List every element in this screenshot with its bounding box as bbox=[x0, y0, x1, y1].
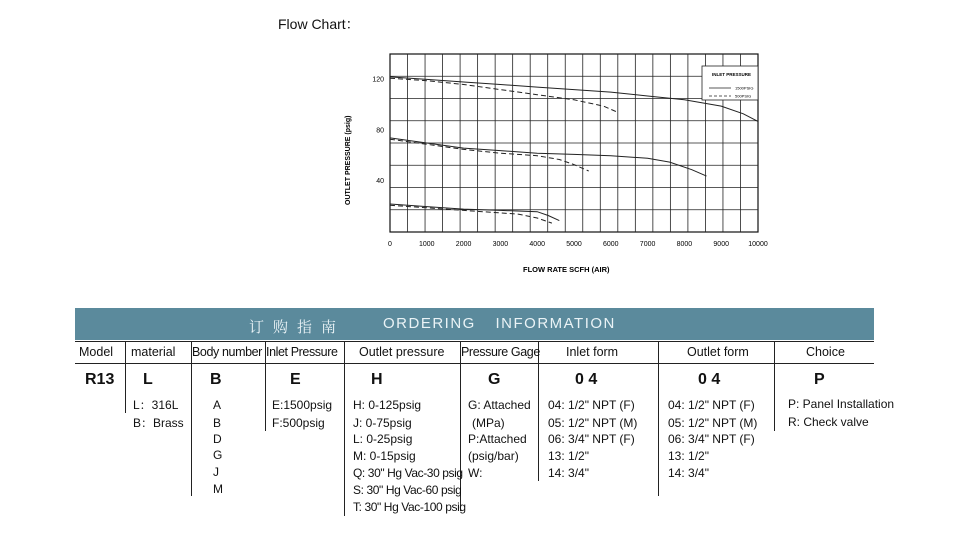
inlet-pressure-option: F:500psig bbox=[272, 416, 325, 430]
material-option: L：316L bbox=[133, 398, 179, 412]
x-tick-label: 2000 bbox=[455, 241, 472, 248]
code-choice: P bbox=[814, 371, 825, 388]
choice-option: P: Panel Installation bbox=[788, 397, 895, 411]
inlet-pressure-option: E:1500psig bbox=[272, 398, 333, 412]
col-divider bbox=[191, 341, 192, 496]
legend-entry: 500PSIG bbox=[735, 93, 752, 99]
header-material: material bbox=[131, 345, 176, 359]
outlet-form-option: 04: 1/2" NPT (F) bbox=[668, 398, 755, 412]
col-divider bbox=[538, 341, 539, 481]
header-outlet-form: Outlet form bbox=[687, 345, 749, 359]
gage-option: (psig/bar) bbox=[468, 449, 519, 463]
code-model: R13 bbox=[85, 371, 115, 388]
x-tick-label: 6000 bbox=[603, 241, 619, 248]
chart-legend bbox=[702, 66, 758, 100]
header-model: Model bbox=[79, 345, 114, 359]
inlet-form-option: 04: 1/2" NPT (F) bbox=[548, 398, 635, 412]
outlet-pressure-option: M: 0-15psig bbox=[353, 449, 416, 463]
body-option: D bbox=[213, 432, 222, 446]
code-inlet-form: 0 4 bbox=[575, 371, 598, 388]
gage-option: (MPa) bbox=[472, 416, 505, 430]
banner-title-cn: 订购指南 bbox=[249, 319, 346, 336]
x-tick-label: 5000 bbox=[566, 241, 582, 248]
header-outlet-pressure: Outlet pressure bbox=[359, 345, 445, 359]
x-tick-label: 8000 bbox=[676, 241, 693, 248]
gage-option: P:Attached bbox=[468, 432, 527, 446]
col-divider bbox=[125, 341, 126, 413]
inlet-form-option: 13: 1/2" bbox=[548, 449, 589, 463]
outlet-form-option: 13: 1/2" bbox=[668, 449, 709, 463]
legend-title: INLET PRESSURE bbox=[712, 72, 752, 77]
body-option: A bbox=[213, 398, 222, 412]
body-option: B bbox=[213, 416, 222, 430]
legend-entry: 1500PSIG bbox=[735, 85, 754, 91]
outlet-pressure-option: H: 0-125psig bbox=[353, 398, 422, 412]
material-option: B：Brass bbox=[133, 416, 184, 430]
code-gage: G bbox=[488, 371, 501, 388]
x-tick-label: 10000 bbox=[748, 241, 768, 248]
outlet-pressure-option: Q: 30" Hg Vac-30 psig bbox=[353, 466, 463, 480]
outlet-pressure-option: J: 0-75psig bbox=[353, 416, 412, 430]
header-pressure-gage: Pressure Gage bbox=[461, 345, 540, 359]
outlet-form-option: 06: 3/4" NPT (F) bbox=[668, 432, 755, 446]
outlet-form-option: 05: 1/2" NPT (M) bbox=[668, 416, 758, 430]
header-body-number: Body number bbox=[192, 345, 262, 359]
header-inlet-form: Inlet form bbox=[566, 345, 619, 359]
x-tick-label: 4000 bbox=[529, 241, 545, 248]
inlet-form-option: 06: 3/4" NPT (F) bbox=[548, 432, 635, 446]
body-option: M bbox=[213, 482, 223, 496]
banner-title-en: ORDERING INFORMATION bbox=[383, 315, 616, 332]
x-axis-label: FLOW RATE SCFH (AIR) bbox=[523, 265, 610, 274]
gage-option: G: Attached bbox=[468, 398, 531, 412]
col-divider bbox=[344, 341, 345, 516]
col-divider bbox=[658, 341, 659, 496]
inlet-form-option: 05: 1/2" NPT (M) bbox=[548, 416, 638, 430]
choice-option: R: Check valve bbox=[788, 415, 869, 429]
outlet-form-option: 14: 3/4" bbox=[668, 466, 709, 480]
y-tick-label: 40 bbox=[376, 178, 384, 186]
code-outlet-form: 0 4 bbox=[698, 371, 721, 388]
y-axis-label: OUTLET PRESSURE (psig) bbox=[345, 115, 352, 205]
series-line-dashed bbox=[390, 139, 589, 171]
header-choice: Choice bbox=[806, 345, 845, 359]
gage-option: W: bbox=[468, 466, 483, 480]
outlet-pressure-option: T: 30" Hg Vac-100 psig bbox=[353, 500, 466, 514]
x-tick-label: 0 bbox=[388, 241, 392, 248]
body-option: G bbox=[213, 448, 223, 462]
table-header-rule bbox=[75, 363, 874, 364]
code-material: L bbox=[143, 371, 153, 388]
series-line-solid bbox=[390, 204, 559, 221]
x-tick-label: 1000 bbox=[419, 241, 435, 248]
y-tick-label: 80 bbox=[376, 127, 384, 135]
outlet-pressure-option: S: 30" Hg Vac-60 psig bbox=[353, 483, 462, 497]
code-outlet-pressure: H bbox=[371, 371, 383, 388]
x-tick-label: 7000 bbox=[639, 241, 656, 248]
series-line-solid bbox=[390, 138, 707, 176]
inlet-form-option: 14: 3/4" bbox=[548, 466, 589, 480]
outlet-pressure-option: L: 0-25psig bbox=[353, 432, 413, 446]
x-tick-label: 3000 bbox=[492, 241, 509, 248]
col-divider bbox=[774, 341, 775, 431]
header-inlet-pressure: Inlet Pressure bbox=[266, 345, 338, 359]
body-option: J bbox=[213, 465, 219, 479]
series-line-dashed bbox=[390, 205, 552, 223]
y-tick-label: 120 bbox=[372, 76, 384, 84]
chart-ticks bbox=[372, 76, 768, 248]
code-inlet-pressure: E bbox=[290, 371, 301, 388]
series-line-dashed bbox=[390, 78, 618, 112]
x-tick-label: 9000 bbox=[713, 241, 729, 248]
page-title: Flow Chart： bbox=[278, 16, 360, 32]
code-body: B bbox=[210, 371, 222, 388]
table-top-rule bbox=[75, 341, 874, 342]
